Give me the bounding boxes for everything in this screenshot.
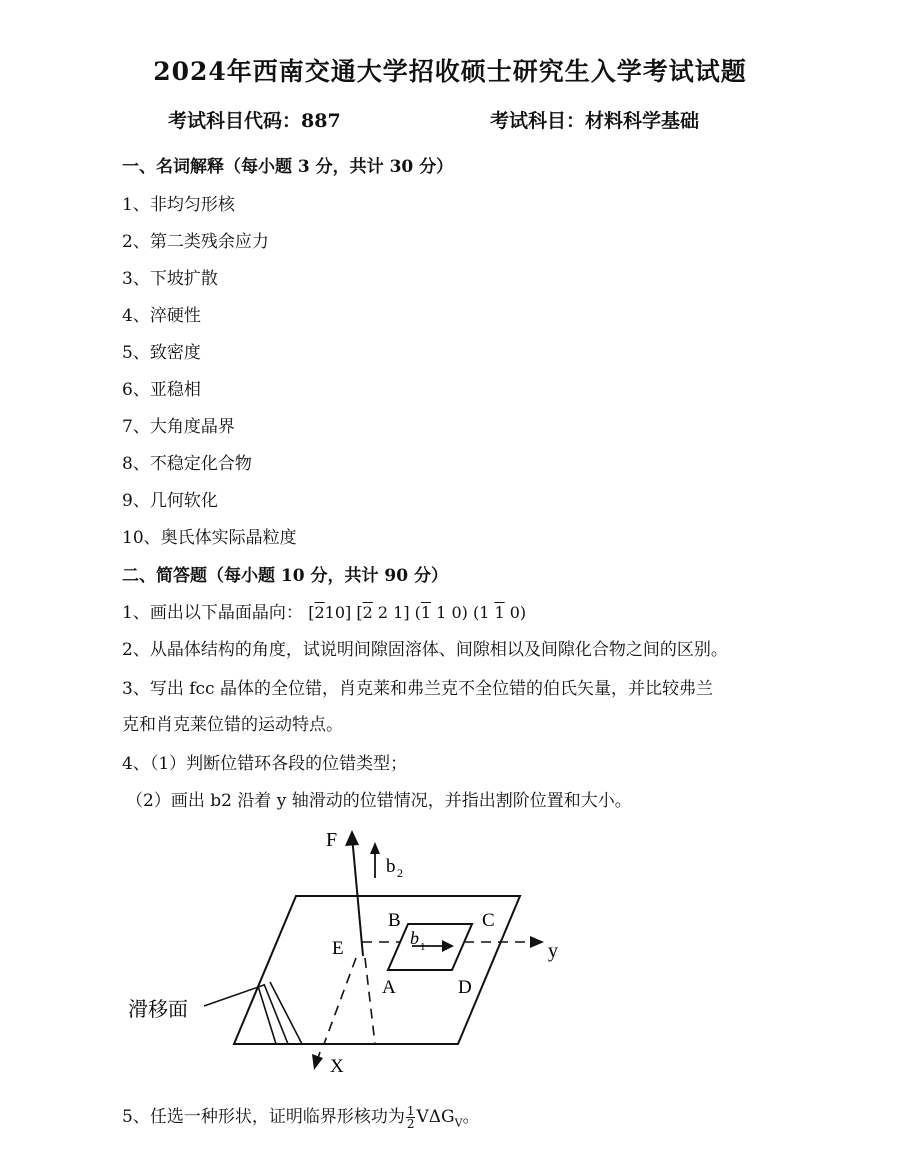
term-item: 6、亚稳相: [122, 380, 201, 400]
question-3-line1: 3、写出 fcc 晶体的全位错，肖克莱和弗兰克不全位错的伯氏矢量，并比较弗兰: [122, 679, 713, 699]
label-b2-sub: 2: [397, 866, 403, 880]
label-b1: b: [410, 928, 419, 948]
x-axis: [324, 958, 356, 1044]
question-5-prefix: 5、任选一种形状，证明临界形核功为: [122, 1107, 405, 1127]
label-b1-sub: 1: [420, 941, 426, 953]
crystal-notation: [210] [2 2 1] (1 1 0) (1 1 0): [308, 603, 527, 622]
question-3-line2: 克和肖克莱位错的运动特点。: [122, 715, 343, 735]
section2-heading: 二、简答题（每小题 10 分，共计 90 分）: [122, 566, 448, 586]
term-item: 5、致密度: [122, 343, 201, 363]
term-item: 2、第二类残余应力: [122, 232, 269, 252]
label-x: X: [330, 1056, 344, 1077]
question-5-sub: V: [454, 1116, 463, 1130]
exam-subject: 考试科目：材料科学基础: [490, 110, 700, 132]
b2-arrowhead: [370, 842, 380, 854]
label-a: A: [382, 977, 396, 998]
question-5-end: 。: [462, 1107, 480, 1127]
label-f: F: [326, 829, 338, 851]
question-2: 2、从晶体结构的角度，试说明间隙固溶体、间隙相以及间隙化合物之间的区别。: [122, 640, 728, 660]
fraction-one-half: $\frac{1}{2}$: [406, 1104, 415, 1131]
dislocation-loop-figure: [120, 818, 590, 1080]
x-axis-arrowhead: [312, 1054, 323, 1070]
label-e: E: [332, 938, 344, 959]
term-item: 1、非均匀形核: [122, 195, 235, 215]
f-axis-hidden: [365, 958, 375, 1044]
question-1-prefix: 1、画出以下晶面晶向：: [122, 603, 303, 623]
question-4-line1: 4、（1）判断位错环各段的位错类型；: [122, 754, 408, 774]
label-y: y: [548, 940, 558, 962]
label-b2: b: [386, 856, 396, 877]
y-axis-arrowhead: [530, 936, 544, 948]
question-5: [122, 1102, 480, 1130]
exam-title: 2024年西南交通大学招收硕士研究生入学考试试题: [153, 57, 747, 86]
term-item: 10、奥氏体实际晶粒度: [122, 528, 297, 548]
term-item: 7、大角度晶界: [122, 417, 235, 437]
question-5-formula: VΔG: [416, 1107, 455, 1127]
term-item: 8、不稳定化合物: [122, 454, 252, 474]
label-slip-plane: 滑移面: [128, 999, 188, 1021]
slip-plane-hatch: [258, 986, 276, 1044]
exam-code: 考试科目代码：887: [168, 110, 341, 132]
term-item: 3、下坡扩散: [122, 269, 218, 289]
f-axis-arrowhead: [345, 830, 359, 846]
label-d: D: [458, 977, 472, 998]
term-item: 9、几何软化: [122, 491, 218, 511]
label-c: C: [482, 910, 495, 931]
label-b: B: [388, 910, 401, 931]
section1-heading: 一、名词解释（每小题 3 分，共计 30 分）: [122, 157, 454, 177]
slip-plane-outline: [234, 896, 520, 1044]
term-item: 4、淬硬性: [122, 306, 201, 326]
question-4-line2: （2）画出 b2 沿着 y 轴滑动的位错情况，并指出割阶位置和大小。: [126, 791, 632, 811]
question-1: [122, 598, 526, 623]
